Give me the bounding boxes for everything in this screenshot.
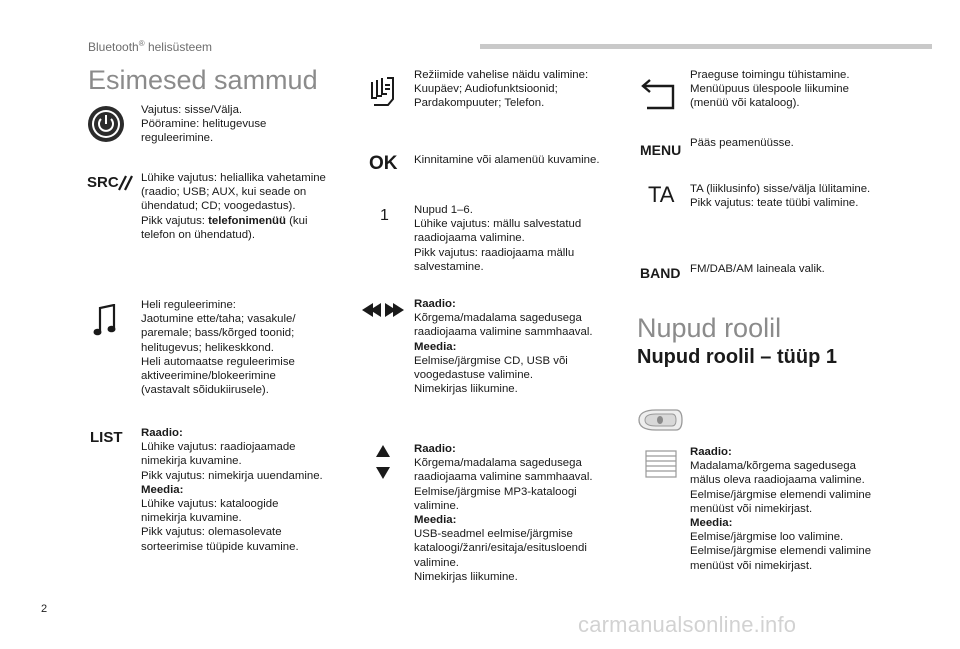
power-icon [86, 104, 126, 144]
page-number: 2 [41, 603, 48, 615]
ok-icon: OK [369, 153, 398, 174]
music-note-icon [93, 304, 119, 338]
preset-1-icon: 1 [380, 207, 389, 224]
list-description: Raadio: Lühike vajutus: raadiojaamade nimekirja kuvamine. Pikk vajutus: nimekirja uuendamine. Meedia: Lühike vajutus: kataloogide nimekirja kuvamine. Pikk vajutus: olemasolevate sorteerimise tüüpide kuvamine. [141, 427, 323, 553]
thumbwheel-icon [643, 449, 679, 479]
back-description: Praeguse toimingu tühistamine. Menüüpuus ülespoole liikumine (menüü või kataloog). [690, 69, 850, 110]
menu-icon: MENU [640, 142, 682, 158]
wheel-subtitle: Nupud roolil – tüüp 1 [637, 346, 837, 368]
header-divider [480, 44, 932, 49]
up-down-arrows-icon [375, 444, 391, 480]
mode-description: Režiimide vahelise näidu valimine: Kuupäev; Audiofunktsioonid; Pardakompuuter; Telefon. [414, 69, 589, 110]
preset-description: Nupud 1–6. Lühike vajutus: mällu salvestatud raadiojaama valimine. Pikk vajutus: raadiojaama mällu salvestamine. [414, 204, 582, 273]
sound-description: Heli reguleerimine: Jaotumine ette/taha; vasakule/ paremale; bass/kõrged toonid; helitugevus; helikeskkond. Heli automaatse reguleerimise aktiveerimine/blokeerimine (vastavalt sõidukiirusele). [141, 299, 296, 397]
src-description: Lühike vajutus: heliallika vahetamine (raadio; USB; AUX, kui seade on ühendatud; CD; voogedastus). Pikk vajutus: telefonimenüü (kui telefon on ühendatud). [141, 172, 326, 241]
wheel-description: Raadio: Madalama/kõrgema sagedusega mälus oleva raadiojaama valimine. Eelmise/järgmise elemendi valimine menüüst või nimekirjast. Meedia: Eelmise/järgmise loo valimine. Eelmise/järgmise elemendi valimine menüüst või nimekirjast. [690, 446, 872, 572]
menu-description: Pääs peamenüüsse. [690, 137, 794, 149]
list-icon: LIST [90, 429, 123, 446]
ta-icon: TA [648, 182, 675, 207]
running-header: Bluetooth® helisüsteem [88, 39, 212, 54]
watermark: carmanualsonline.info [578, 612, 797, 637]
band-icon: BAND [640, 265, 681, 281]
power-description: Vajutus: sisse/Välja. Pööramine: helitugevuse reguleerimine. [141, 104, 267, 145]
display-mode-icon [370, 77, 396, 107]
band-description: FM/DAB/AM laineala valik. [690, 263, 825, 275]
seek-description: Raadio: Kõrgema/madalama sagedusega raadiojaama valimine sammhaaval. Meedia: Eelmise/järgmise CD, USB või voogedastuse valimine. Nimekirjas liikumine. [414, 298, 593, 396]
steering-wheel-control-icon [636, 406, 684, 434]
section-title: Esimesed sammud [88, 65, 318, 95]
updown-description: Raadio: Kõrgema/madalama sagedusega raadiojaama valimine sammhaaval. Eelmise/järgmise MP3-kataloogi valimine. Meedia: USB-seadmel eelmise/järgmise kataloogi/žanri/esitaja/esitusloendi valimine. Nimekirjas liikumine. [414, 443, 593, 583]
left-right-arrows-icon [360, 301, 406, 319]
src-phone-icon: SRC [87, 173, 133, 193]
back-arrow-icon [641, 78, 677, 112]
wheel-section-title: Nupud roolil [637, 313, 782, 343]
ok-description: Kinnitamine või alamenüü kuvamine. [414, 154, 600, 166]
ta-description: TA (liiklusinfo) sisse/välja lülitamine. Pikk vajutus: teate tüübi valimine. [690, 183, 871, 210]
